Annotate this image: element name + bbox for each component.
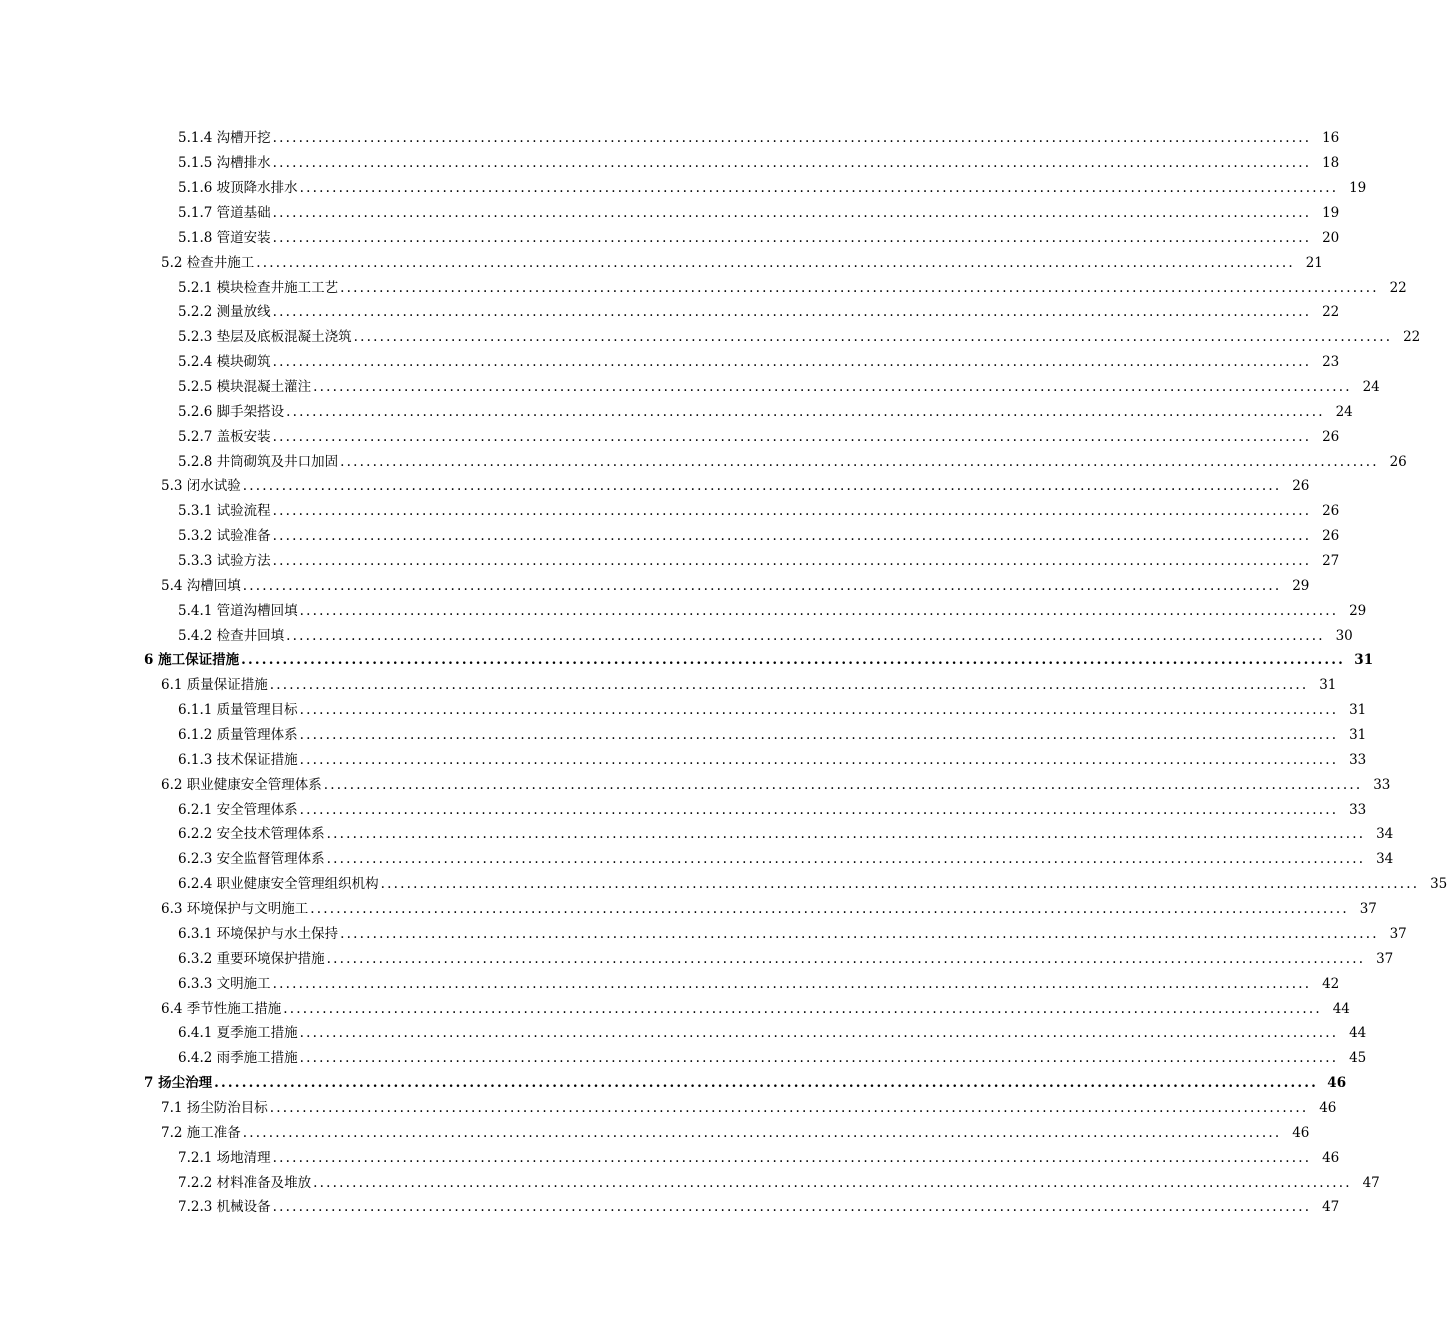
toc-entry-page-number: 22 [1322,304,1340,321]
toc-dot-leader: ................................................................................................................................................................ [272,304,1312,321]
toc-entry-page-number: 29 [1349,602,1367,619]
toc-entry[interactable] [0,126,1340,151]
toc-entry[interactable] [0,250,1323,275]
toc-entry[interactable] [0,474,1310,499]
toc-entry-page-number: 31 [1319,677,1337,694]
toc-entry-label: 5.1.5 沟槽排水 [178,155,271,172]
toc-entry[interactable] [0,225,1340,250]
toc-dot-leader: ................................................................................................................................................................ [326,851,1366,868]
toc-entry[interactable] [0,673,1337,698]
toc-entry-page-number: 19 [1349,180,1367,197]
toc-entry-label: 6.2.4 职业健康安全管理组织机构 [178,876,379,893]
toc-entry-label: 6.2 职业健康安全管理体系 [161,776,322,793]
toc-entry-page-number: 18 [1322,155,1340,172]
toc-entry[interactable] [0,897,1377,922]
toc-entry[interactable] [0,325,1421,350]
toc-entry-page-number: 33 [1373,776,1391,793]
toc-entry-label: 5.2.5 模块混凝土灌注 [178,379,312,396]
toc-entry-page-number: 44 [1349,1025,1367,1042]
toc-dot-leader: ................................................................................................................................................................ [241,652,1346,669]
toc-entry-label: 7.2 施工准备 [161,1124,241,1141]
toc-entry-page-number: 46 [1322,1149,1340,1166]
toc-entry-label: 5.2.7 盖板安装 [178,428,271,445]
toc-entry[interactable] [0,946,1394,971]
toc-entry-label: 7.1 扬尘防治目标 [161,1099,268,1116]
toc-entry[interactable] [0,822,1394,847]
toc-entry-page-number: 24 [1362,379,1380,396]
toc-dot-leader: ................................................................................................................................................................ [272,354,1312,371]
toc-entry-page-number: 31 [1354,652,1374,669]
toc-entry-page-number: 35 [1430,876,1447,893]
toc-dot-leader: ................................................................................................................................................................ [299,801,1339,818]
toc-entry-label: 6.2.3 安全监督管理体系 [178,851,325,868]
toc-dot-leader: ................................................................................................................................................................ [272,229,1312,246]
toc-entry[interactable] [0,499,1340,524]
toc-entry[interactable] [0,275,1407,300]
toc-entry-page-number: 47 [1322,1199,1340,1216]
toc-entry-label: 7.2.2 材料准备及堆放 [178,1174,312,1191]
toc-entry[interactable] [0,698,1367,723]
toc-dot-leader: ................................................................................................................................................................ [313,379,1352,396]
toc-entry[interactable] [0,1021,1367,1046]
toc-entry[interactable] [0,1170,1380,1195]
toc-entry[interactable] [0,151,1340,176]
toc-dot-leader: ................................................................................................................................................................ [272,205,1312,221]
toc-entry-label: 5.1.6 坡顶降水排水 [178,180,298,197]
toc-entry-page-number: 26 [1322,503,1340,520]
toc-dot-leader: ................................................................................................................................................................ [272,503,1312,520]
toc-dot-leader: ................................................................................................................................................................ [340,925,1379,942]
toc-dot-leader: ................................................................................................................................................................ [299,180,1339,197]
toc-dot-leader: ................................................................................................................................................................ [340,453,1379,470]
toc-dot-leader: ................................................................................................................................................................ [286,627,1325,644]
toc-dot-leader: ................................................................................................................................................................ [214,1075,1319,1092]
toc-entry[interactable] [0,549,1340,574]
toc-entry-page-number: 46 [1319,1099,1337,1116]
toc-entry[interactable] [0,524,1340,549]
toc-entry-label: 7 扬尘治理 [144,1075,213,1092]
toc-entry-page-number: 26 [1389,453,1407,470]
toc-dot-leader: ................................................................................................................................................................ [286,403,1325,420]
toc-dot-leader: ................................................................................................................................................................ [380,876,1420,893]
toc-entry-label: 6 施工保证措施 [144,652,240,669]
toc-entry-label: 6.2.2 安全技术管理体系 [178,826,325,843]
toc-entry[interactable] [0,399,1353,424]
toc-entry[interactable] [0,971,1340,996]
toc-dot-leader: ................................................................................................................................................................ [272,130,1312,147]
toc-entry-label: 6.3.1 环境保护与水土保持 [178,925,339,942]
toc-entry-label: 5.3.3 试验方法 [178,553,271,570]
toc-entry-page-number: 19 [1322,205,1340,221]
toc-entry[interactable] [0,723,1367,748]
toc-dot-leader: ................................................................................................................................................................ [272,1199,1312,1216]
toc-dot-leader: ................................................................................................................................................................ [242,1124,1282,1141]
toc-entry-label: 5.1.8 管道安装 [178,229,271,246]
toc-entry[interactable] [0,1195,1340,1220]
toc-dot-leader: ................................................................................................................................................................ [272,155,1312,172]
toc-dot-leader: ................................................................................................................................................................ [272,975,1312,992]
toc-dot-leader: ................................................................................................................................................................ [256,254,1295,271]
toc-entry-page-number: 37 [1376,950,1394,967]
toc-entry[interactable] [0,648,1374,673]
toc-entry-label: 5.2 检查井施工 [161,254,255,271]
toc-entry[interactable] [0,573,1310,598]
toc-entry-label: 5.2.8 井筒砌筑及井口加固 [178,453,339,470]
toc-dot-leader: ................................................................................................................................................................ [242,478,1282,495]
toc-entry-label: 6.2.1 安全管理体系 [178,801,298,818]
toc-dot-leader: ................................................................................................................................................................ [323,776,1363,793]
toc-dot-leader: ................................................................................................................................................................ [272,553,1312,570]
toc-entry[interactable] [0,1046,1367,1071]
toc-entry-label: 6.3 环境保护与文明施工 [161,901,309,918]
toc-dot-leader: ................................................................................................................................................................ [299,727,1339,744]
toc-entry-page-number: 31 [1349,727,1367,744]
toc-entry-page-number: 26 [1322,528,1340,545]
toc-entry-page-number: 37 [1359,901,1377,918]
toc-dot-leader: ................................................................................................................................................................ [269,677,1309,694]
toc-entry-page-number: 31 [1349,702,1367,719]
toc-dot-leader: ................................................................................................................................................................ [299,702,1339,719]
toc-entry-label: 6.1 质量保证措施 [161,677,268,694]
toc-entry-label: 7.2.1 场地清理 [178,1149,271,1166]
toc-entry[interactable] [0,623,1353,648]
toc-dot-leader: ................................................................................................................................................................ [272,528,1312,545]
toc-entry-label: 7.2.3 机械设备 [178,1199,271,1216]
toc-entry-page-number: 34 [1376,826,1394,843]
toc-entry-page-number: 27 [1322,553,1340,570]
toc-entry-page-number: 37 [1389,925,1407,942]
toc-entry[interactable] [0,847,1394,872]
toc-entry-label: 6.3.2 重要环境保护措施 [178,950,325,967]
toc-dot-leader: ................................................................................................................................................................ [299,602,1339,619]
toc-entry-label: 5.1.7 管道基础 [178,205,271,221]
toc-entry-page-number: 45 [1349,1050,1367,1067]
toc-entry-page-number: 20 [1322,229,1340,246]
toc-entry-page-number: 22 [1403,329,1421,346]
toc-entry[interactable] [0,872,1447,897]
toc-entry-label: 5.2.4 模块砌筑 [178,354,271,371]
toc-dot-leader: ................................................................................................................................................................ [299,1050,1339,1067]
toc-entry-label: 6.4.1 夏季施工措施 [178,1025,298,1042]
toc-entry-page-number: 26 [1292,478,1310,495]
toc-entry[interactable] [0,797,1367,822]
toc-entry-page-number: 29 [1292,577,1310,594]
toc-entry-page-number: 47 [1362,1174,1380,1191]
toc-entry-label: 6.4 季节性施工措施 [161,1000,282,1017]
toc-entry-label: 5.2.6 脚手架搭设 [178,403,285,420]
toc-entry-page-number: 42 [1322,975,1340,992]
toc-entry[interactable] [0,350,1340,375]
toc-dot-leader: ................................................................................................................................................................ [326,826,1366,843]
toc-dot-leader: ................................................................................................................................................................ [299,751,1339,768]
toc-entry[interactable] [0,1071,1347,1096]
toc-entry-label: 5.4.1 管道沟槽回填 [178,602,298,619]
toc-entry-label: 5.4.2 检查井回填 [178,627,285,644]
toc-entry[interactable] [0,1145,1340,1170]
toc-entry-label: 6.3.3 文明施工 [178,975,271,992]
toc-dot-leader: ................................................................................................................................................................ [340,279,1379,296]
toc-entry-label: 5.3.1 试验流程 [178,503,271,520]
toc-entry-page-number: 23 [1322,354,1340,371]
toc-dot-leader: ................................................................................................................................................................ [310,901,1349,918]
toc-entry-label: 6.1.2 质量管理体系 [178,727,298,744]
toc-entry-page-number: 46 [1292,1124,1310,1141]
toc-entry[interactable] [0,1096,1337,1121]
toc-entry-label: 5.2.2 测量放线 [178,304,271,321]
toc-entry-page-number: 33 [1349,801,1367,818]
toc-dot-leader: ................................................................................................................................................................ [269,1099,1309,1116]
toc-entry[interactable] [0,747,1367,772]
toc-entry-page-number: 46 [1327,1075,1347,1092]
toc-entry-label: 5.2.3 垫层及底板混凝土浇筑 [178,329,352,346]
toc-entry-page-number: 30 [1335,627,1353,644]
toc-entry[interactable] [0,449,1407,474]
toc-dot-leader: ................................................................................................................................................................ [326,950,1366,967]
toc-entry[interactable] [0,598,1367,623]
toc-entry-page-number: 33 [1349,751,1367,768]
toc-dot-leader: ................................................................................................................................................................ [283,1000,1322,1017]
toc-entry-label: 5.3 闭水试验 [161,478,241,495]
toc-entry-page-number: 34 [1376,851,1394,868]
toc-dot-leader: ................................................................................................................................................................ [313,1174,1352,1191]
toc-entry[interactable] [0,996,1350,1021]
toc-entry-label: 6.4.2 雨季施工措施 [178,1050,298,1067]
toc-entry-label: 5.3.2 试验准备 [178,528,271,545]
toc-entry-page-number: 22 [1389,279,1407,296]
toc-entry[interactable] [0,375,1380,400]
toc-dot-leader: ................................................................................................................................................................ [242,577,1282,594]
toc-entry[interactable] [0,922,1407,947]
toc-entry-page-number: 24 [1335,403,1353,420]
toc-entry-label: 6.1.1 质量管理目标 [178,702,298,719]
toc-entry[interactable] [0,772,1391,797]
toc-entry[interactable] [0,176,1367,201]
toc-dot-leader: ................................................................................................................................................................ [272,428,1312,445]
toc-dot-leader: ................................................................................................................................................................ [299,1025,1339,1042]
toc-dot-leader: ................................................................................................................................................................ [353,329,1393,346]
table-of-contents [0,126,1447,1220]
toc-entry-page-number: 44 [1332,1000,1350,1017]
toc-entry[interactable] [0,300,1340,325]
toc-entry-page-number: 26 [1322,428,1340,445]
toc-entry-page-number: 16 [1322,130,1340,147]
toc-entry[interactable] [0,1120,1310,1145]
toc-dot-leader: ................................................................................................................................................................ [272,1149,1312,1166]
toc-entry-label: 5.2.1 模块检查井施工工艺 [178,279,339,296]
toc-entry-label: 5.4 沟槽回填 [161,577,241,594]
toc-entry-label: 5.1.4 沟槽开挖 [178,130,271,147]
toc-entry[interactable] [0,201,1340,226]
toc-entry-page-number: 21 [1305,254,1323,271]
toc-entry[interactable] [0,424,1340,449]
toc-entry-label: 6.1.3 技术保证措施 [178,751,298,768]
